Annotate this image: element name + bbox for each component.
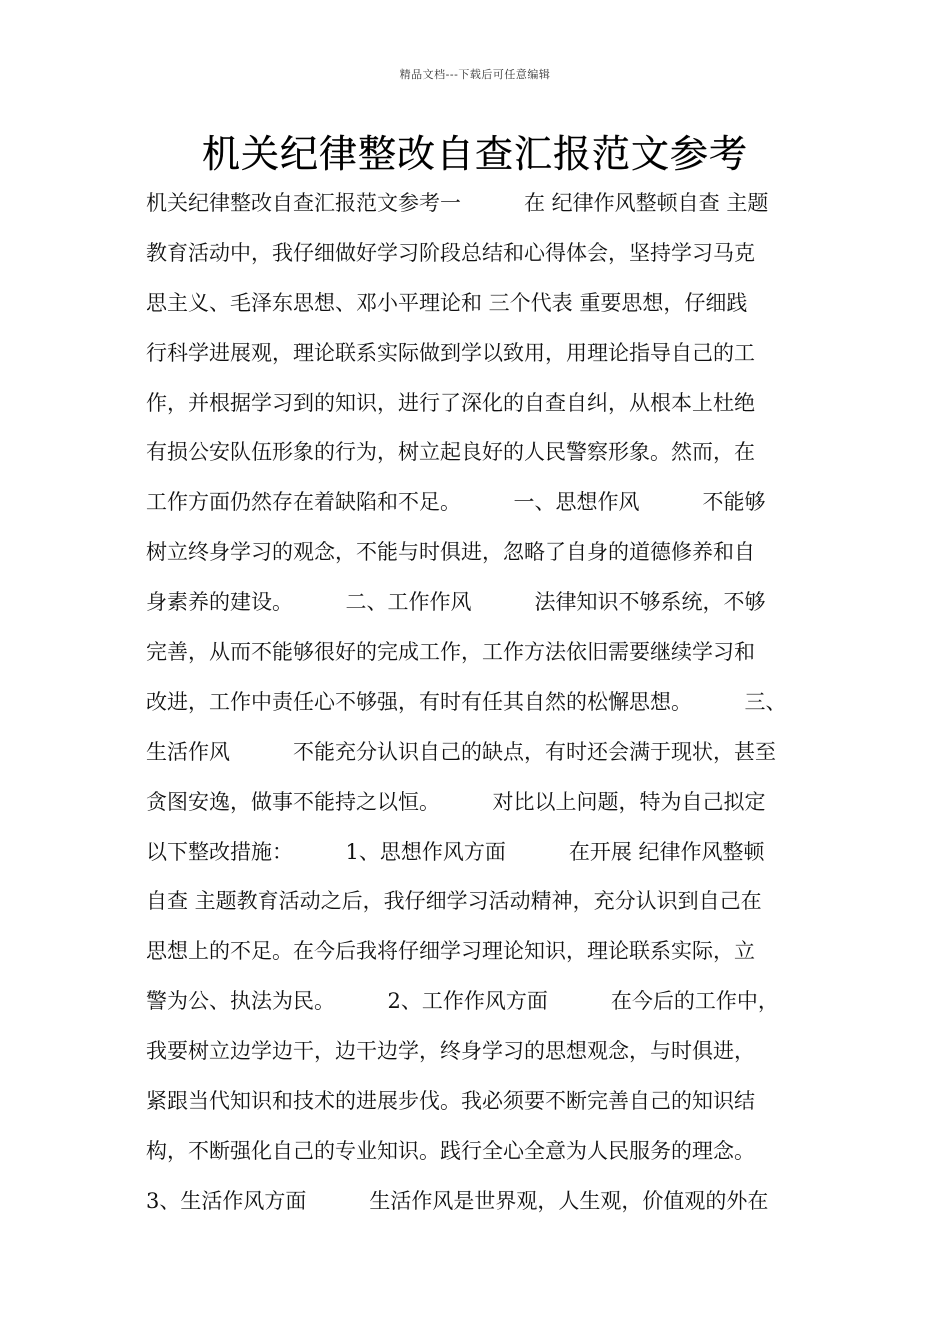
body-line: 工作方面仍然存在着缺陷和不足。 一、思想作风 不能够 bbox=[146, 490, 766, 515]
body-line: 改进，工作中责任心不够强，有时有任其自然的松懈思想。 三、 bbox=[146, 689, 787, 714]
document-body bbox=[146, 179, 826, 1227]
body-line: 生活作风 不能充分认识自己的缺点，有时还会满于现状，甚至 bbox=[146, 739, 776, 764]
body-line: 3、生活作风方面 生活作风是世界观，人生观，价值观的外在 bbox=[146, 1188, 769, 1213]
body-line: 以下整改措施： 1、思想作风方面 在开展 纪律作风整顿 bbox=[146, 839, 765, 864]
body-line: 有损公安队伍形象的行为，树立起良好的人民警察形象。然而，在 bbox=[146, 440, 755, 465]
body-line: 紧跟当代知识和技术的进展步伐。我必须要不断完善自己的知识结 bbox=[146, 1089, 755, 1114]
body-line: 自查 主题教育活动之后，我仔细学习活动精神，充分认识到自己在 bbox=[146, 889, 762, 914]
body-line: 贪图安逸，做事不能持之以恒。 对比以上问题，特为自己拟定 bbox=[146, 789, 766, 814]
body-line: 行科学进展观，理论联系实际做到学以致用，用理论指导自己的工 bbox=[146, 340, 755, 365]
body-line: 思想上的不足。在今后我将仔细学习理论知识，理论联系实际，立 bbox=[146, 939, 755, 964]
body-line: 我要树立边学边干，边干边学，终身学习的思想观念，与时俱进， bbox=[146, 1039, 755, 1064]
header-note: 精品文档---下载后可任意编辑 bbox=[399, 68, 551, 81]
body-line: 警为公、执法为民。 2、工作作风方面 在今后的工作中， bbox=[146, 989, 779, 1014]
body-line: 构，不断强化自己的专业知识。践行全心全意为人民服务的理念。 bbox=[146, 1138, 755, 1163]
body-line: 完善，从而不能够很好的完成工作，工作方法依旧需要继续学习和 bbox=[146, 640, 755, 665]
body-line: 机关纪律整改自查汇报范文参考一 在 纪律作风整顿自查 主题 bbox=[146, 191, 769, 215]
body-line: 教育活动中，我仔细做好学习阶段总结和心得体会，坚持学习马克 bbox=[146, 240, 755, 265]
body-line: 思主义、毛泽东思想、邓小平理论和 三个代表 重要思想，仔细践 bbox=[146, 290, 748, 315]
body-line: 作，并根据学习到的知识，进行了深化的自查自纠，从根本上杜绝 bbox=[146, 390, 755, 415]
body-line: 身素养的建设。 二、工作作风 法律知识不够系统，不够 bbox=[146, 590, 766, 615]
body-line: 树立终身学习的观念，不能与时俱进，忽略了自身的道德修养和自 bbox=[146, 540, 755, 565]
document-title: 机关纪律整改自查汇报范文参考 bbox=[201, 132, 748, 176]
